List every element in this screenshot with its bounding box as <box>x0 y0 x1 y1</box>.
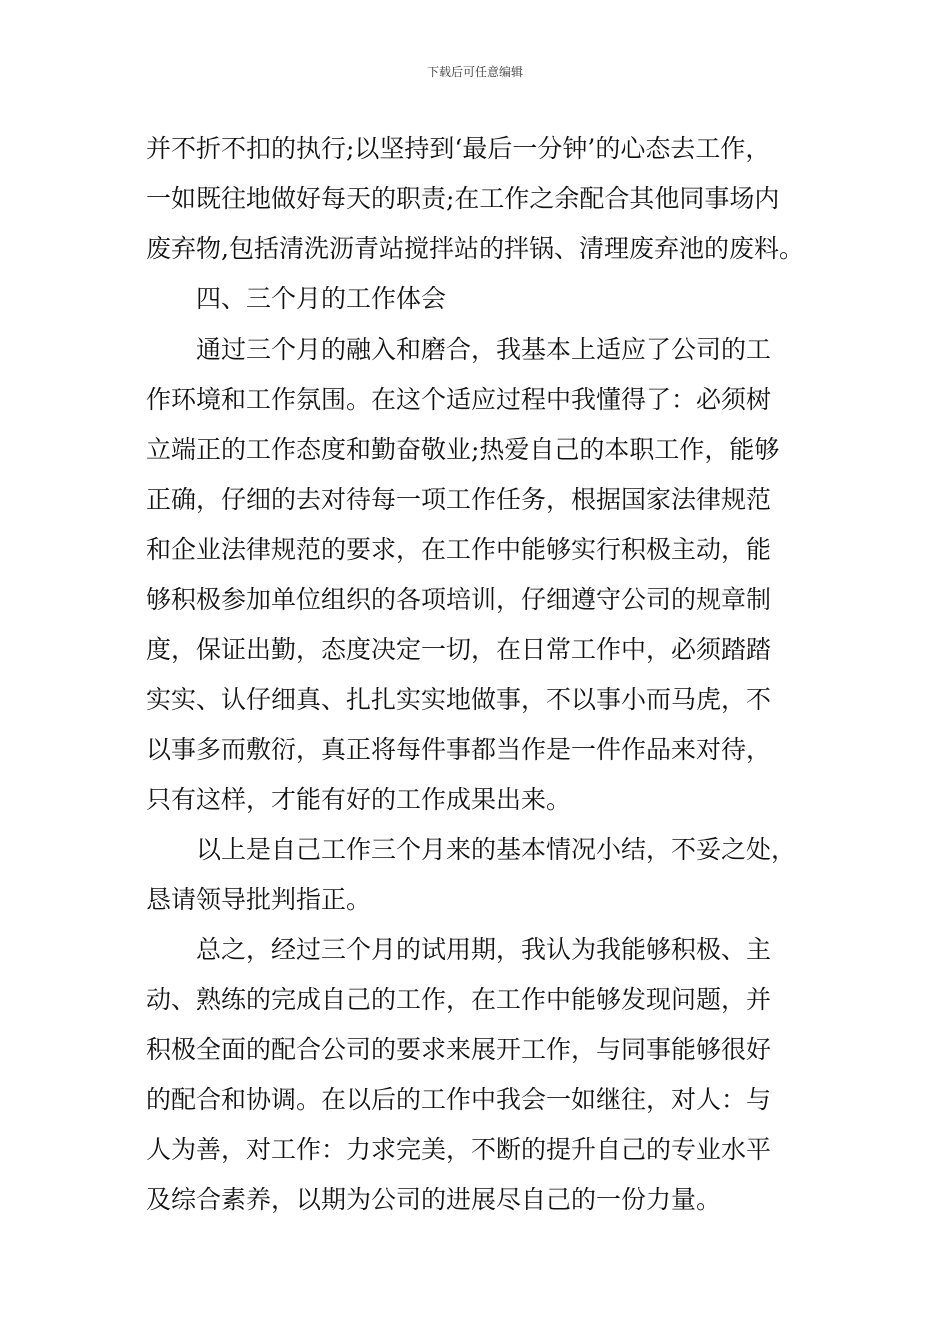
text-line: 通过三个月的融入和磨合，我基本上适应了公司的工 <box>196 335 772 364</box>
text-line: 正确，仔细的去对待每一项工作任务，根据国家法律规范 <box>146 485 772 514</box>
text-line: 以事多而敷衍，真正将每件事都当作是一件作品来对待， <box>146 735 772 764</box>
text-line: 人为善，对工作：力求完美，不断的提升自己的专业水平 <box>146 1135 772 1164</box>
text-line: 实实、认仔细真、扎扎实实地做事，不以事小而马虎，不 <box>146 685 772 714</box>
text-line: 作环境和工作氛围。在这个适应过程中我懂得了：必须树 <box>146 385 772 414</box>
text-line: 一如既往地做好每天的职责;在工作之余配合其他同事场内 <box>146 184 780 213</box>
text-line: 的配合和协调。在以后的工作中我会一如继往，对人：与 <box>146 1085 772 1114</box>
section-heading: 四、三个月的工作体会 <box>196 284 447 313</box>
text-line: 立端正的工作态度和勤奋敬业;热爱自己的本职工作，能够 <box>146 435 780 464</box>
text-line: 以上是自己工作三个月来的基本情况小结，不妥之处， <box>196 835 797 864</box>
text-line: 和企业法律规范的要求，在工作中能够实行积极主动，能 <box>146 535 772 564</box>
text-line: 积极全面的配合公司的要求来展开工作，与同事能够很好 <box>146 1035 772 1064</box>
page-header: 下载后可任意编辑 <box>426 65 523 79</box>
text-line: 动、熟练的完成自己的工作，在工作中能够发现问题，并 <box>146 985 772 1014</box>
text-line: 废弃物,包括清洗沥青站搅拌站的拌锅、清理废弃池的废料。 <box>146 234 804 263</box>
text-line: 恳请领导批判指正。 <box>146 885 372 914</box>
text-line: 并不折不扣的执行;以坚持到‘最后一分钟’的心态去工作， <box>146 134 771 163</box>
text-line: 度，保证出勤，态度决定一切，在日常工作中，必须踏踏 <box>146 635 772 664</box>
text-line: 只有这样，才能有好的工作成果出来。 <box>146 785 572 814</box>
text-line: 够积极参加单位组织的各项培训，仔细遵守公司的规章制 <box>146 585 772 614</box>
text-line: 及综合素养，以期为公司的进展尽自己的一份力量。 <box>146 1185 722 1214</box>
text-line: 总之，经过三个月的试用期，我认为我能够积极、主 <box>196 935 772 964</box>
